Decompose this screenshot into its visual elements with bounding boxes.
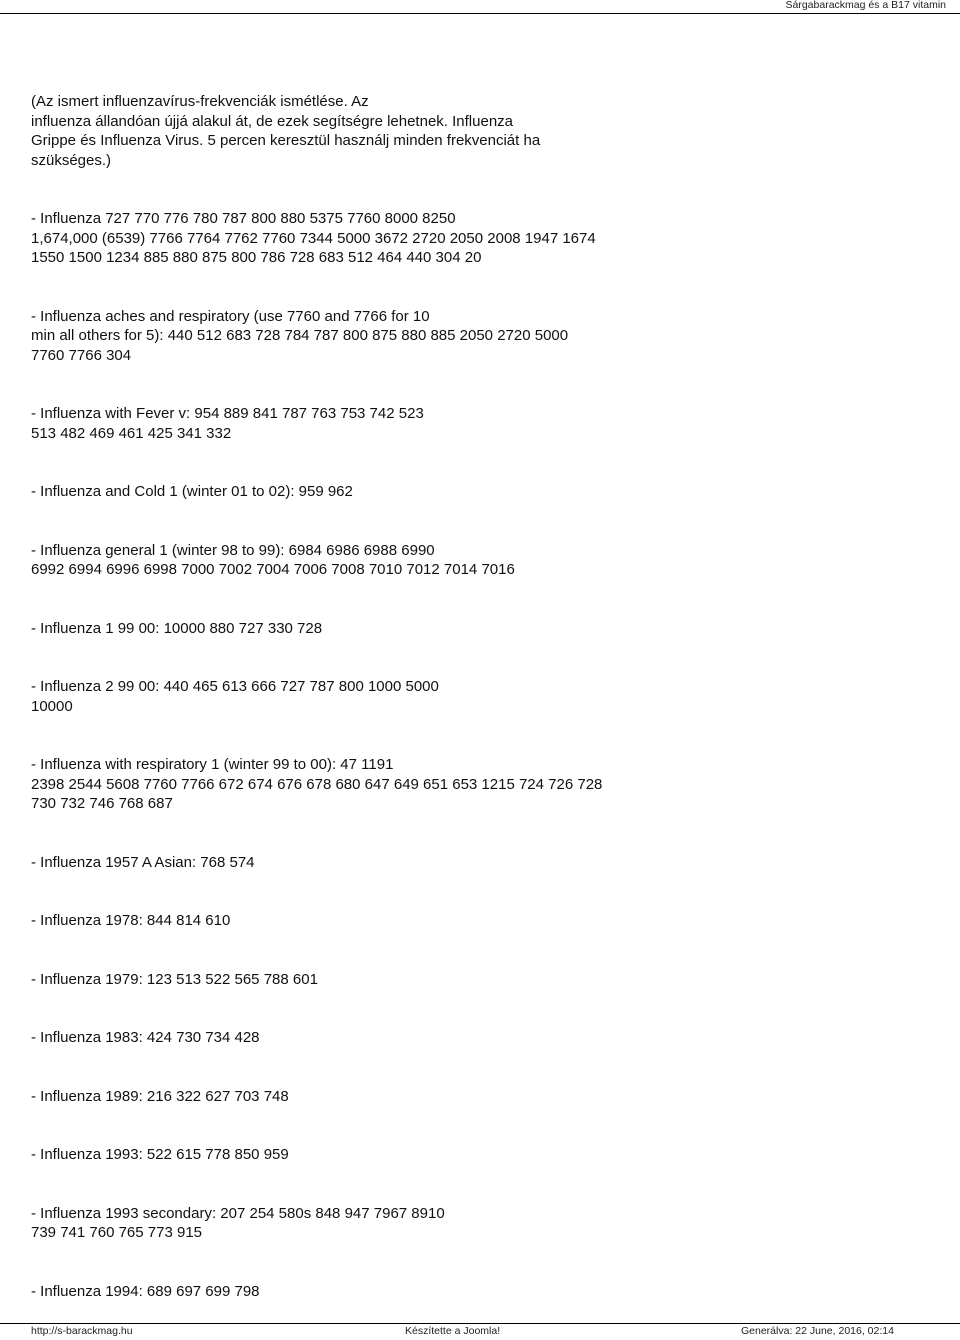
frequency-entry: - Influenza 1994: 689 697 699 798 xyxy=(31,1282,260,1300)
footer-made-with: Készítette a Joomla! xyxy=(405,1325,501,1337)
frequency-entry: - Influenza aches and respiratory (use 7760 and 7766 for 10 min all others for 5): 440 512 683 728 784 787 800 875 880 885 2050 2720 5000 7760 7766 304 xyxy=(31,307,569,364)
frequency-entry: - Influenza 1979: 123 513 522 565 788 601 xyxy=(31,970,318,988)
page-header xyxy=(0,0,960,14)
footer-generated: Generálva: 22 June, 2016, 02:14 xyxy=(741,1325,894,1337)
document-body xyxy=(31,92,691,1340)
frequency-entry: - Influenza 1 99 00: 10000 880 727 330 728 xyxy=(31,619,323,637)
frequency-entry: - Influenza 1989: 216 322 627 703 748 xyxy=(31,1087,289,1105)
frequency-entry: - Influenza 2 99 00: 440 465 613 666 727 787 800 1000 5000 10000 xyxy=(31,678,439,715)
footer-url: http://s-barackmag.hu xyxy=(31,1325,133,1337)
frequency-entry: - Influenza 1993: 522 615 778 850 959 xyxy=(31,1146,289,1163)
frequency-entry: - Influenza general 1 (winter 98 to 99): 6984 6986 6988 6990 6992 6994 6996 6998 7000 7002 7004 7006 7008 7010 7012 7014 7016 xyxy=(31,541,515,578)
site-title: Sárgabarackmag és a B17 vitamin xyxy=(785,0,946,11)
frequency-entry: - Influenza 1957 A Asian: 768 574 xyxy=(31,853,255,871)
frequency-entry: - Influenza 1978: 844 814 610 xyxy=(31,912,231,929)
frequency-entry: - Influenza 1993 secondary: 207 254 580s 848 947 7967 8910 739 741 760 765 773 915 xyxy=(31,1204,445,1241)
frequency-entry: - Influenza 727 770 776 780 787 800 880 5375 7760 8000 8250 1,674,000 (6539) 7766 7764 7762 7760 7344 5000 3672 2720 2050 2008 1947 1674 1550 1500 1234 885 880 875 800 786 728 683 512 464 440 304 20 xyxy=(31,210,596,266)
frequency-entry: - Influenza 1983: 424 730 734 428 xyxy=(31,1029,260,1046)
page-footer xyxy=(0,1323,960,1339)
frequency-entry: - Influenza with respiratory 1 (winter 99 to 00): 47 1191 2398 2544 5608 7760 7766 672 674 676 678 680 647 649 651 653 1215 724 726 728 730 732 746 768 687 xyxy=(31,756,603,812)
frequency-entry: - Influenza and Cold 1 (winter 01 to 02): 959 962 xyxy=(31,483,353,500)
intro-paragraph: (Az ismert influenzavírus-frekvenciák ismétlése. Az influenza állandóan újjá alakul át, de ezek segítségre lehetnek. Influenza Grippe és Influenza Virus. 5 percen keresztül használj minden frekvenciát ha szükséges.) xyxy=(31,93,541,169)
frequency-entry: - Influenza with Fever v: 954 889 841 787 763 753 742 523 513 482 469 461 425 341 332 xyxy=(31,405,424,442)
